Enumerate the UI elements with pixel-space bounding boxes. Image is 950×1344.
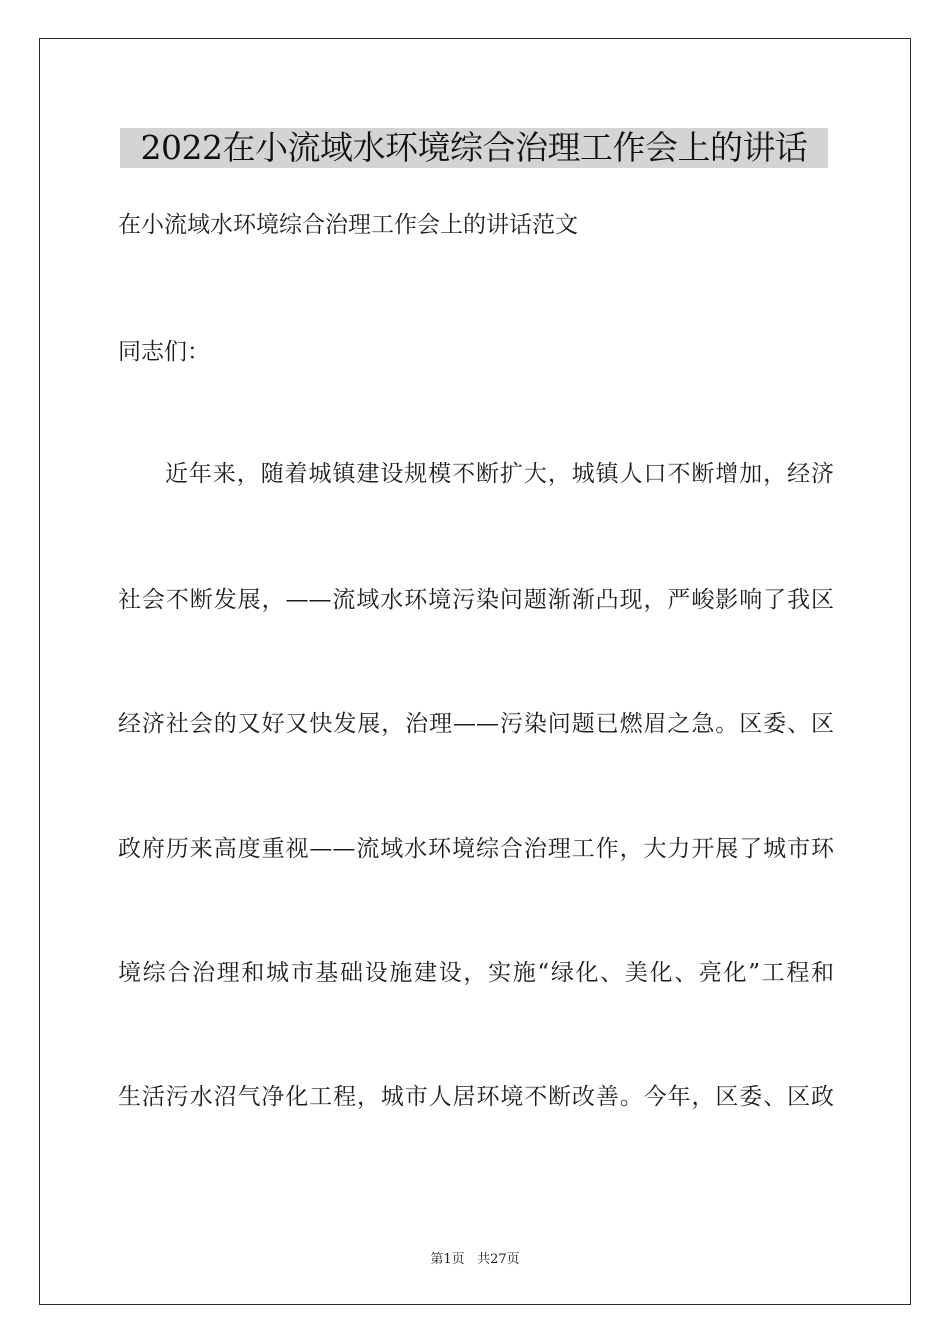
body-line: 社会不断发展，——流域水环境污染问题渐渐凸现，严峻影响了我区: [118, 587, 834, 613]
document-subtitle: 在小流域水环境综合治理工作会上的讲话范文: [118, 212, 578, 238]
page-number: 第1页: [430, 1252, 465, 1267]
document-title: 2022在小流域水环境综合治理工作会上的讲话: [120, 128, 828, 168]
body-line: 经济社会的又好又快发展，治理——污染问题已燃眉之急。区委、区: [118, 711, 834, 737]
body-line: 近年来，随着城镇建设规模不断扩大，城镇人口不断增加，经济: [165, 461, 834, 487]
body-line: 政府历来高度重视——流域水环境综合治理工作，大力开展了城市环: [118, 836, 834, 862]
page-total: 共27页: [477, 1252, 520, 1267]
body-line: 境综合治理和城市基础设施建设，实施“绿化、美化、亮化”工程和: [118, 960, 834, 986]
page-footer: [0, 1248, 950, 1267]
body-line: 生活污水沼气净化工程，城市人居环境不断改善。今年，区委、区政: [118, 1084, 834, 1110]
salutation: 同志们：: [118, 339, 210, 365]
